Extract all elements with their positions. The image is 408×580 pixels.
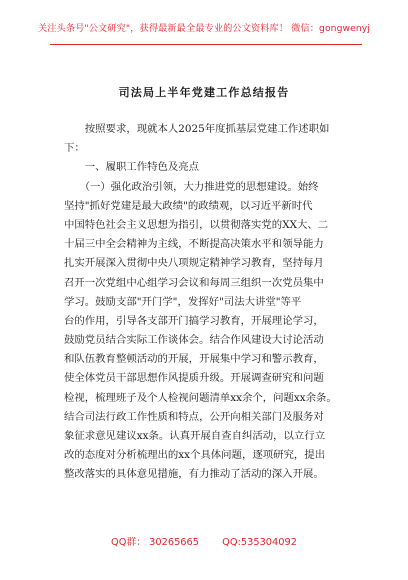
body-line: 使全体党员干部思想作风提质升级。开展调查研究和问题 [64,372,324,385]
body-line: 下： [64,142,85,155]
body-line: 和队伍教育整顿活动的开展，开展集中学习和警示教育， [64,353,324,366]
section-heading: 一、履职工作特色及亮点 [64,161,200,174]
body-line: 象征求意见建议xx条。认真开展自查自纠活动，以立行立 [64,430,326,442]
body-line: 结合司法行政工作性质和特点，公开向相关部门及服务对 [64,410,324,423]
body-line: 改的态度对分析梳理出的xx个具体问题，逐项研究，提出 [64,449,326,462]
body-line: 检视，梳理班子及个人检视问题清单xx余个，问题xx余条。 [64,391,337,404]
body-line: 整改落实的具体意见措施，有力推动了活动的深入开展。 [64,468,324,481]
body-line: 十届三中全会精神为主线，不断提高决策水平和领导能力 [64,238,324,251]
body-line: 扎实开展深入贯彻中央八项规定精神学习教育，坚持每月 [64,257,324,270]
body-line: 按照要求，现就本人2025年度抓基层党建工作述职如 [64,123,330,135]
footer-qq-number: QQ:535304092 [222,537,297,548]
body-line: 学习。鼓励支部"开门学"，发挥好"司法大讲堂"等平 [64,295,302,308]
header-divider [50,44,362,45]
body-line: 中国特色社会主义思想为指引，以贯彻落实党的XX大、二 [64,218,329,231]
footer-qq-group: QQ群： 30265665 [111,537,200,548]
body-line: 台的作用，引导各支部开门搞学习教育，开展理论学习， [64,314,324,327]
body-line: 坚持"抓好党建是最大政绩"的政绩观，以习近平新时代 [64,199,313,212]
header-banner: 关注头条号"公文研究"，获得最新最全最专业的公文资料库！ 微信：gongwenyj [38,23,370,34]
body-line: （一）强化政治引领，大力推进党的思想建设。始终 [64,180,319,193]
body-line: 鼓励党员结合实际工作谈体会。结合作风建设大讨论活动 [64,334,324,347]
document-title: 司法局上半年党建工作总结报告 [118,86,290,99]
footer-contact [0,534,408,548]
document-body [64,120,346,485]
body-line: 召开一次党组中心组学习会议和每周三组织一次党员集中 [64,276,324,289]
